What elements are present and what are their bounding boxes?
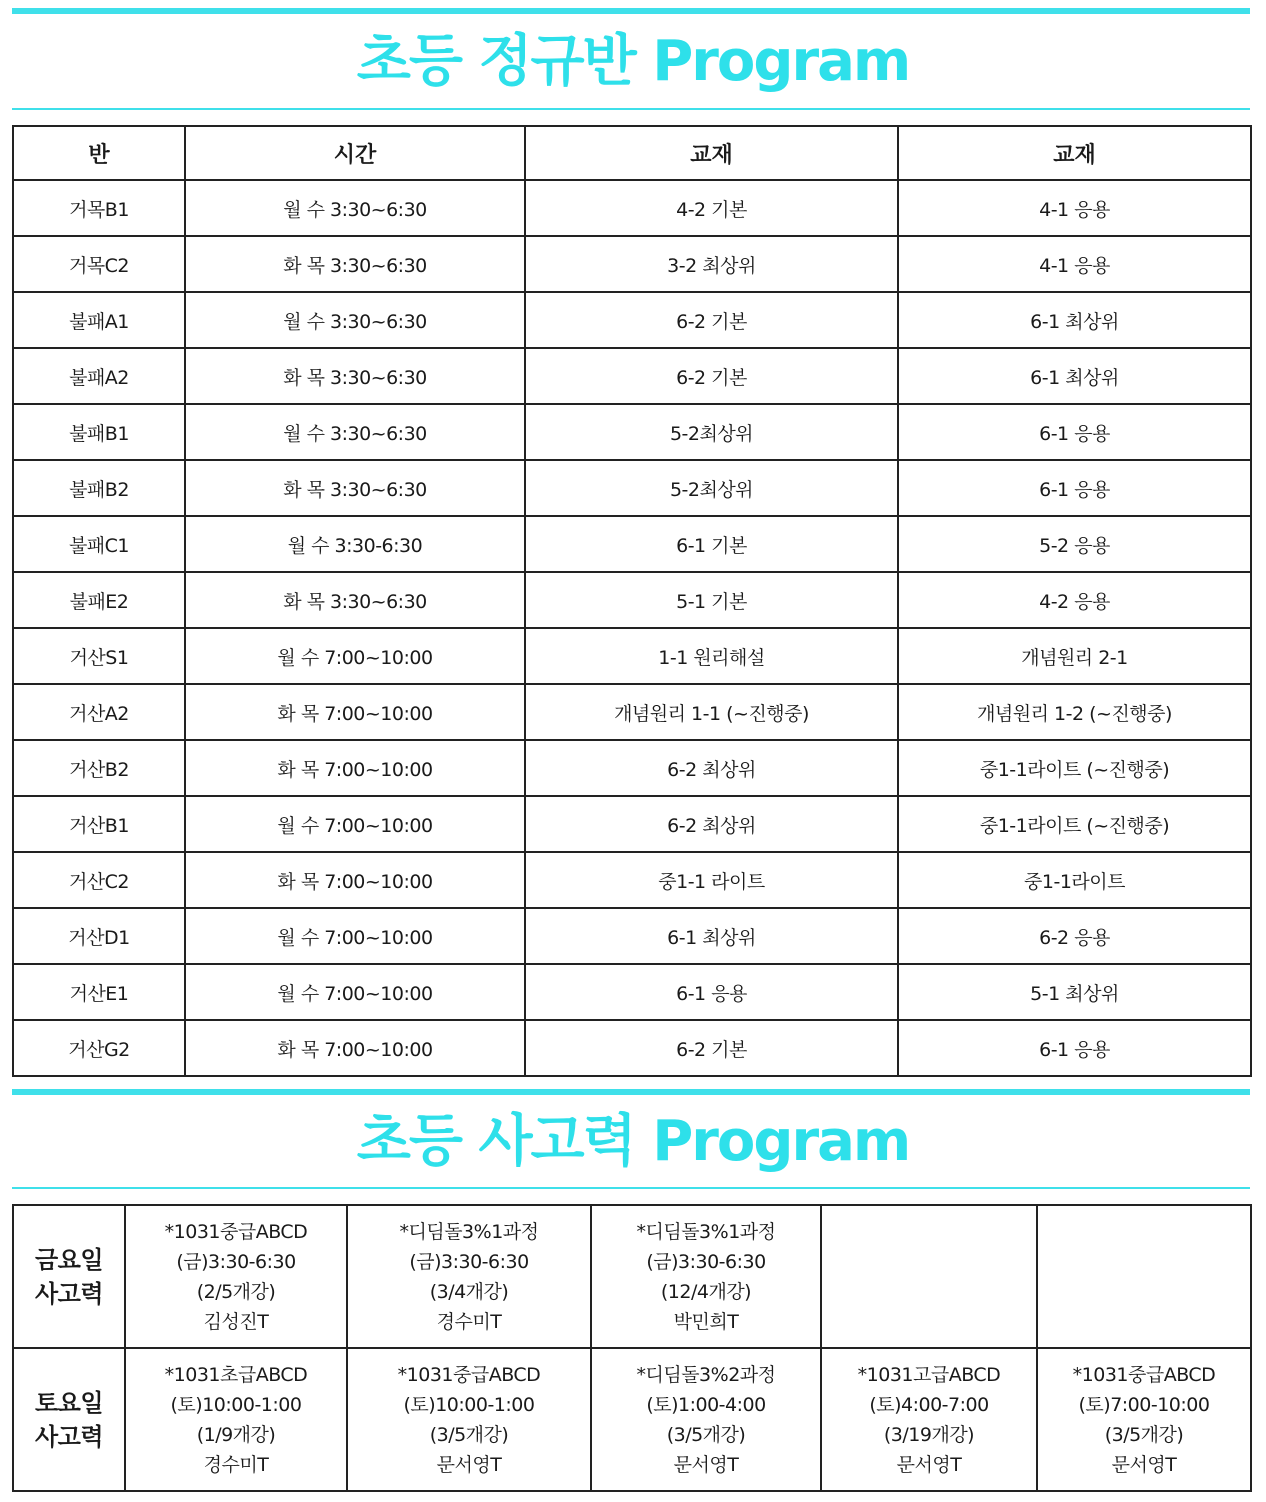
- table-row: [13, 964, 1251, 1020]
- course-line: (토)7:00-10:00: [1078, 1393, 1210, 1416]
- textbook-1-cell: 5-1 기본: [525, 572, 898, 628]
- textbook-2-cell: 4-1 응용: [898, 236, 1251, 292]
- day-label-cell: [13, 1348, 125, 1491]
- table-row: [13, 180, 1251, 236]
- course-cell: [347, 1348, 591, 1491]
- textbook-1-cell: 6-2 최상위: [525, 740, 898, 796]
- textbook-2-cell: 중1-1라이트 (~진행중): [898, 740, 1251, 796]
- time-cell: 월 수 3:30-6:30: [185, 516, 525, 572]
- textbook-2-cell: 중1-1라이트 (~진행중): [898, 796, 1251, 852]
- course-line: *1031중급ABCD: [1072, 1363, 1216, 1386]
- class-cell: 불패C1: [13, 516, 185, 572]
- course-cell: [347, 1205, 591, 1348]
- textbook-1-cell: 4-2 기본: [525, 180, 898, 236]
- course-cell: [1037, 1205, 1251, 1348]
- class-cell: 거산A2: [13, 684, 185, 740]
- course-cell: [591, 1348, 821, 1491]
- time-cell: 화 목 3:30~6:30: [185, 572, 525, 628]
- course-line: 문서영T: [673, 1453, 739, 1476]
- regular-schedule-table: [12, 125, 1252, 1077]
- table-row: [13, 404, 1251, 460]
- day-label-cell: [13, 1205, 125, 1348]
- textbook-1-cell: 개념원리 1-1 (~진행중): [525, 684, 898, 740]
- textbook-2-cell: 6-1 응용: [898, 1020, 1251, 1076]
- time-cell: 월 수 7:00~10:00: [185, 796, 525, 852]
- course-line: (3/5개강): [429, 1423, 509, 1446]
- table-row: [13, 1020, 1251, 1076]
- title-underline-2: [12, 1187, 1250, 1189]
- day-label-line: 사고력: [34, 1279, 104, 1308]
- course-line: 경수미T: [203, 1453, 269, 1476]
- table-row: [13, 628, 1251, 684]
- table-row: [13, 572, 1251, 628]
- time-cell: 화 목 3:30~6:30: [185, 460, 525, 516]
- time-cell: 월 수 7:00~10:00: [185, 908, 525, 964]
- textbook-2-cell: 개념원리 1-2 (~진행중): [898, 684, 1251, 740]
- table-row: [13, 740, 1251, 796]
- textbook-1-cell: 6-2 기본: [525, 1020, 898, 1076]
- textbook-2-cell: 6-1 최상위: [898, 348, 1251, 404]
- time-cell: 화 목 3:30~6:30: [185, 348, 525, 404]
- textbook-2-cell: 5-1 최상위: [898, 964, 1251, 1020]
- time-cell: 화 목 7:00~10:00: [185, 684, 525, 740]
- course-line: (1/9개강): [196, 1423, 276, 1446]
- textbook-2-cell: 개념원리 2-1: [898, 628, 1251, 684]
- class-cell: 거목C2: [13, 236, 185, 292]
- day-label-line: 금요일: [34, 1245, 104, 1274]
- class-cell: 거산S1: [13, 628, 185, 684]
- textbook-2-cell: 6-1 응용: [898, 404, 1251, 460]
- course-line: *디딤돌3%2과정: [636, 1363, 776, 1386]
- course-cell: [591, 1205, 821, 1348]
- table-row: [13, 460, 1251, 516]
- course-line: *1031고급ABCD: [857, 1363, 1001, 1386]
- course-line: (토)1:00-4:00: [646, 1393, 766, 1416]
- regular-program-title: 초등 정규반 Program: [356, 29, 910, 94]
- time-cell: 월 수 7:00~10:00: [185, 628, 525, 684]
- course-line: (3/19개강): [883, 1423, 975, 1446]
- time-cell: 월 수 3:30~6:30: [185, 404, 525, 460]
- textbook-1-cell: 6-1 응용: [525, 964, 898, 1020]
- course-line: 문서영T: [436, 1453, 502, 1476]
- course-line: *1031중급ABCD: [397, 1363, 541, 1386]
- course-cell: [821, 1205, 1037, 1348]
- header-class: 반: [13, 126, 185, 180]
- textbook-2-cell: 6-1 최상위: [898, 292, 1251, 348]
- course-line: (12/4개강): [660, 1280, 752, 1303]
- class-cell: 불패A1: [13, 292, 185, 348]
- textbook-2-cell: 5-2 응용: [898, 516, 1251, 572]
- class-cell: 불패A2: [13, 348, 185, 404]
- textbook-1-cell: 6-1 최상위: [525, 908, 898, 964]
- header-time: 시간: [185, 126, 525, 180]
- class-cell: 거산D1: [13, 908, 185, 964]
- header-textbook-2: 교재: [898, 126, 1251, 180]
- textbook-2-cell: 4-2 응용: [898, 572, 1251, 628]
- textbook-1-cell: 5-2최상위: [525, 460, 898, 516]
- thinking-program-title: 초등 사고력 Program: [356, 1109, 910, 1174]
- course-line: (3/5개강): [666, 1423, 746, 1446]
- textbook-2-cell: 6-1 응용: [898, 460, 1251, 516]
- time-cell: 월 수 3:30~6:30: [185, 180, 525, 236]
- class-cell: 거산B1: [13, 796, 185, 852]
- table-row: [13, 1348, 1251, 1491]
- table-row: [13, 292, 1251, 348]
- table-header-row: [13, 126, 1251, 180]
- course-line: (금)3:30-6:30: [646, 1250, 766, 1273]
- textbook-2-cell: 6-2 응용: [898, 908, 1251, 964]
- course-line: (토)10:00-1:00: [403, 1393, 535, 1416]
- textbook-1-cell: 6-1 기본: [525, 516, 898, 572]
- course-line: *디딤돌3%1과정: [636, 1220, 776, 1243]
- day-label-line: 토요일: [34, 1388, 104, 1417]
- course-line: 박민희T: [673, 1310, 739, 1333]
- table-row: [13, 348, 1251, 404]
- textbook-2-cell: 중1-1라이트: [898, 852, 1251, 908]
- course-line: (3/5개강): [1104, 1423, 1184, 1446]
- time-cell: 화 목 7:00~10:00: [185, 1020, 525, 1076]
- course-cell: [125, 1205, 347, 1348]
- course-line: (토)10:00-1:00: [170, 1393, 302, 1416]
- course-line: (2/5개강): [196, 1280, 276, 1303]
- thinking-program-table: [12, 1204, 1252, 1492]
- class-cell: 거산C2: [13, 852, 185, 908]
- table-row: [13, 684, 1251, 740]
- class-cell: 불패B2: [13, 460, 185, 516]
- table-row: [13, 1205, 1251, 1348]
- day-label-line: 사고력: [34, 1422, 104, 1451]
- course-line: 문서영T: [896, 1453, 962, 1476]
- table-row: [13, 796, 1251, 852]
- course-line: *1031중급ABCD: [164, 1220, 308, 1243]
- course-line: 김성진T: [203, 1310, 269, 1333]
- course-line: 경수미T: [436, 1310, 502, 1333]
- textbook-1-cell: 3-2 최상위: [525, 236, 898, 292]
- textbook-1-cell: 6-2 기본: [525, 292, 898, 348]
- time-cell: 화 목 7:00~10:00: [185, 740, 525, 796]
- class-cell: 거산G2: [13, 1020, 185, 1076]
- time-cell: 화 목 3:30~6:30: [185, 236, 525, 292]
- textbook-1-cell: 중1-1 라이트: [525, 852, 898, 908]
- textbook-1-cell: 6-2 기본: [525, 348, 898, 404]
- class-cell: 거산B2: [13, 740, 185, 796]
- course-line: *디딤돌3%1과정: [399, 1220, 539, 1243]
- class-cell: 불패B1: [13, 404, 185, 460]
- mid-divider: [12, 1089, 1250, 1095]
- time-cell: 월 수 7:00~10:00: [185, 964, 525, 1020]
- table-row: [13, 852, 1251, 908]
- time-cell: 화 목 7:00~10:00: [185, 852, 525, 908]
- textbook-1-cell: 5-2최상위: [525, 404, 898, 460]
- textbook-2-cell: 4-1 응용: [898, 180, 1251, 236]
- class-cell: 거목B1: [13, 180, 185, 236]
- table-row: [13, 236, 1251, 292]
- top-divider: [12, 8, 1250, 14]
- table-row: [13, 516, 1251, 572]
- course-line: 문서영T: [1111, 1453, 1177, 1476]
- class-cell: 불패E2: [13, 572, 185, 628]
- course-cell: [1037, 1348, 1251, 1491]
- course-line: (금)3:30-6:30: [176, 1250, 296, 1273]
- course-cell: [821, 1348, 1037, 1491]
- table-row: [13, 908, 1251, 964]
- class-cell: 거산E1: [13, 964, 185, 1020]
- course-line: (금)3:30-6:30: [409, 1250, 529, 1273]
- course-line: (3/4개강): [429, 1280, 509, 1303]
- course-line: *1031초급ABCD: [164, 1363, 308, 1386]
- header-textbook-1: 교재: [525, 126, 898, 180]
- course-cell: [125, 1348, 347, 1491]
- title-underline: [12, 108, 1250, 110]
- textbook-1-cell: 6-2 최상위: [525, 796, 898, 852]
- textbook-1-cell: 1-1 원리해설: [525, 628, 898, 684]
- time-cell: 월 수 3:30~6:30: [185, 292, 525, 348]
- course-line: (토)4:00-7:00: [869, 1393, 989, 1416]
